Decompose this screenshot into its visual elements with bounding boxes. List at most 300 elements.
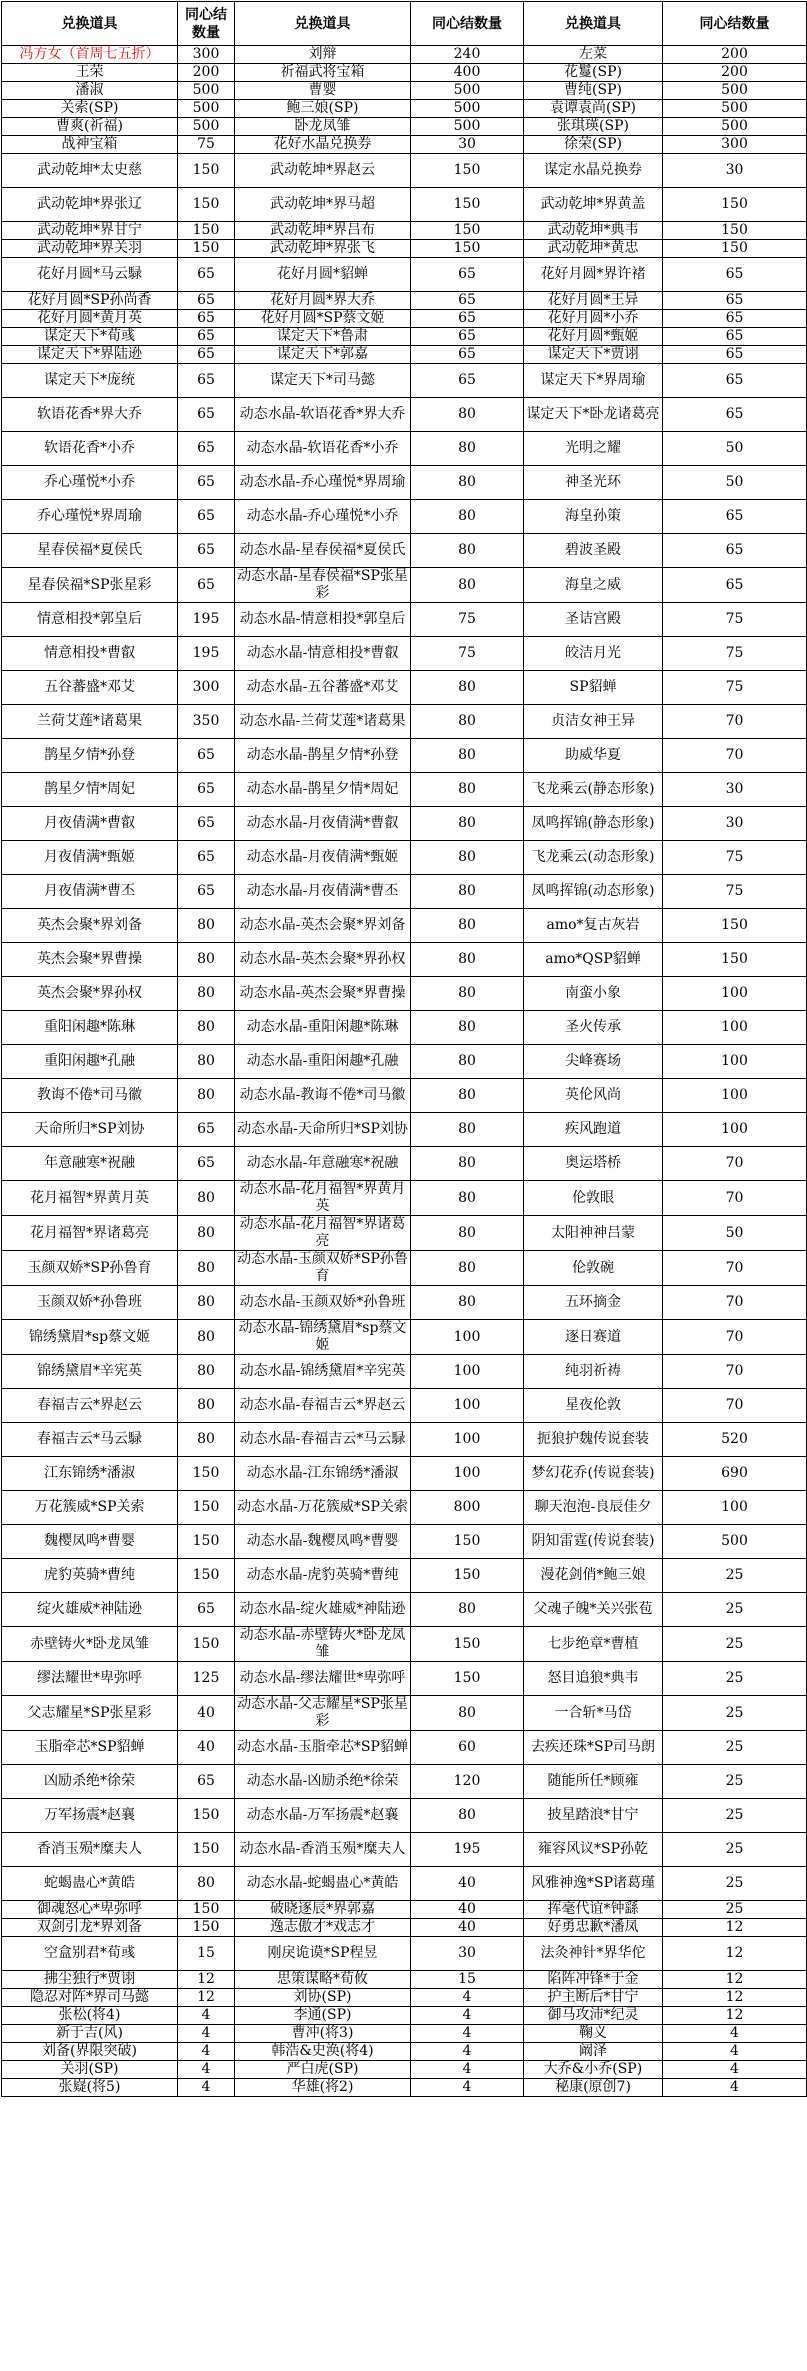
item-count-cell: 100 bbox=[411, 1423, 524, 1457]
item-name-cell: 动态水晶-乔心瑾悦*界周瑜 bbox=[235, 466, 411, 500]
item-count-cell: 150 bbox=[178, 1627, 235, 1662]
item-name-cell: 动态水晶-虎豹英骑*曹纯 bbox=[235, 1559, 411, 1593]
item-count-cell: 65 bbox=[178, 310, 235, 328]
item-count-cell: 80 bbox=[411, 466, 524, 500]
table-row bbox=[2, 1919, 807, 1937]
item-count-cell: 4 bbox=[178, 2079, 235, 2097]
item-name-cell: 武动乾坤*界张飞 bbox=[235, 240, 411, 258]
item-name-cell: 动态水晶-情意相投*曹叡 bbox=[235, 637, 411, 671]
item-name-cell: 凤鸣挥锦(动态形象) bbox=[524, 875, 663, 909]
item-name-cell: 曹爽(祈福) bbox=[2, 118, 178, 136]
item-count-cell: 25 bbox=[663, 1662, 807, 1696]
item-name-cell: 刘辩 bbox=[235, 46, 411, 64]
item-name-cell: 星春侯福*夏侯氏 bbox=[2, 534, 178, 568]
item-name-cell: 花好月圆*黄月英 bbox=[2, 310, 178, 328]
item-count-cell: 500 bbox=[178, 118, 235, 136]
item-name-cell: 海皇孙策 bbox=[524, 500, 663, 534]
item-name-cell: 动态水晶-月夜倩满*甄姬 bbox=[235, 841, 411, 875]
item-name-cell: 动态水晶-春福吉云*马云騄 bbox=[235, 1423, 411, 1457]
item-count-cell: 80 bbox=[178, 1216, 235, 1251]
table-row bbox=[2, 310, 807, 328]
item-name-cell: 玉颜双娇*孙鲁班 bbox=[2, 1286, 178, 1320]
table-body bbox=[2, 46, 807, 2097]
item-name-cell: 隐忍对阵*界司马懿 bbox=[2, 1989, 178, 2007]
item-name-cell: 冯方女（首周七五折） bbox=[2, 46, 178, 64]
item-count-cell: 150 bbox=[178, 1559, 235, 1593]
item-name-cell: 花好月圆*界许褚 bbox=[524, 258, 663, 292]
item-name-cell: 父志耀星*SP张星彩 bbox=[2, 1696, 178, 1731]
item-name-cell: SP貂蝉 bbox=[524, 671, 663, 705]
item-count-cell: 65 bbox=[178, 1593, 235, 1627]
item-name-cell: 动态水晶-英杰会聚*界刘备 bbox=[235, 909, 411, 943]
item-count-cell: 690 bbox=[663, 1457, 807, 1491]
item-name-cell: 刚戾诡谟*SP程昱 bbox=[235, 1937, 411, 1971]
table-row bbox=[2, 188, 807, 222]
item-name-cell: 英杰会聚*界曹操 bbox=[2, 943, 178, 977]
item-name-cell: 花好月圆*貂蝉 bbox=[235, 258, 411, 292]
item-count-cell: 80 bbox=[411, 1593, 524, 1627]
item-name-cell: 武动乾坤*界赵云 bbox=[235, 154, 411, 188]
item-count-cell: 80 bbox=[411, 534, 524, 568]
table-row bbox=[2, 346, 807, 364]
item-name-cell: 花好水晶兑换券 bbox=[235, 136, 411, 154]
table-row bbox=[2, 82, 807, 100]
table-row bbox=[2, 1147, 807, 1181]
item-count-cell: 800 bbox=[411, 1491, 524, 1525]
item-name-cell: 聊天泡泡-良辰佳夕 bbox=[524, 1491, 663, 1525]
item-count-cell: 80 bbox=[411, 1181, 524, 1216]
item-name-cell: 情意相投*郭皇后 bbox=[2, 603, 178, 637]
item-count-cell: 80 bbox=[411, 739, 524, 773]
item-count-cell: 500 bbox=[178, 82, 235, 100]
item-count-cell: 195 bbox=[178, 603, 235, 637]
item-count-cell: 70 bbox=[663, 1147, 807, 1181]
table-row bbox=[2, 136, 807, 154]
item-count-cell: 75 bbox=[411, 637, 524, 671]
item-name-cell: 双剑引龙*界刘备 bbox=[2, 1919, 178, 1937]
item-name-cell: 花好月圆*甄姬 bbox=[524, 328, 663, 346]
item-count-cell: 65 bbox=[178, 432, 235, 466]
item-name-cell: 张嶷(将5) bbox=[2, 2079, 178, 2097]
item-name-cell: 鞠义 bbox=[524, 2025, 663, 2043]
item-name-cell: 动态水晶-软语花香*小乔 bbox=[235, 432, 411, 466]
item-count-cell: 125 bbox=[178, 1662, 235, 1696]
item-name-cell: 左菜 bbox=[524, 46, 663, 64]
item-count-cell: 500 bbox=[411, 118, 524, 136]
item-name-cell: 武动乾坤*界张辽 bbox=[2, 188, 178, 222]
item-name-cell: 战神宝箱 bbox=[2, 136, 178, 154]
item-name-cell: 徐荣(SP) bbox=[524, 136, 663, 154]
item-count-cell: 80 bbox=[178, 1320, 235, 1355]
item-name-cell: 情意相投*曹叡 bbox=[2, 637, 178, 671]
item-count-cell: 150 bbox=[178, 188, 235, 222]
item-count-cell: 150 bbox=[178, 1799, 235, 1833]
item-count-cell: 80 bbox=[411, 500, 524, 534]
item-name-cell: 香消玉殒*糜夫人 bbox=[2, 1833, 178, 1867]
item-count-cell: 25 bbox=[663, 1559, 807, 1593]
item-name-cell: 去疾还珠*SP司马朗 bbox=[524, 1731, 663, 1765]
item-name-cell: 曹冲(将3) bbox=[235, 2025, 411, 2043]
item-name-cell: 万军扬震*赵襄 bbox=[2, 1799, 178, 1833]
table-row bbox=[2, 100, 807, 118]
item-name-cell: 拂尘独行*贾诩 bbox=[2, 1971, 178, 1989]
item-count-cell: 65 bbox=[663, 534, 807, 568]
table-row bbox=[2, 328, 807, 346]
item-count-cell: 150 bbox=[178, 154, 235, 188]
item-name-cell: amo*复古灰岩 bbox=[524, 909, 663, 943]
item-name-cell: 飞龙乘云(动态形象) bbox=[524, 841, 663, 875]
item-name-cell: 王荣 bbox=[2, 64, 178, 82]
item-name-cell: 动态水晶-月夜倩满*曹叡 bbox=[235, 807, 411, 841]
item-count-cell: 65 bbox=[663, 398, 807, 432]
item-count-cell: 65 bbox=[411, 364, 524, 398]
item-count-cell: 4 bbox=[178, 2007, 235, 2025]
item-name-cell: 韩浩&史涣(将4) bbox=[235, 2043, 411, 2061]
item-count-cell: 80 bbox=[178, 1079, 235, 1113]
item-name-cell: 谋定天下*贾诩 bbox=[524, 346, 663, 364]
item-count-cell: 65 bbox=[411, 328, 524, 346]
item-count-cell: 75 bbox=[663, 603, 807, 637]
item-count-cell: 80 bbox=[411, 909, 524, 943]
item-name-cell: 绽火雄威*神陆逊 bbox=[2, 1593, 178, 1627]
item-count-cell: 150 bbox=[178, 1457, 235, 1491]
item-count-cell: 80 bbox=[411, 1251, 524, 1286]
item-count-cell: 80 bbox=[178, 1423, 235, 1457]
table-row bbox=[2, 1423, 807, 1457]
table-row bbox=[2, 875, 807, 909]
item-count-cell: 4 bbox=[411, 2061, 524, 2079]
table-row bbox=[2, 222, 807, 240]
item-name-cell: 动态水晶-蛇蝎蛊心*黄皓 bbox=[235, 1867, 411, 1901]
item-count-cell: 80 bbox=[178, 943, 235, 977]
item-count-cell: 40 bbox=[411, 1867, 524, 1901]
item-name-cell: 软语花香*小乔 bbox=[2, 432, 178, 466]
item-name-cell: 碧波圣殿 bbox=[524, 534, 663, 568]
item-name-cell: 玉颜双娇*SP孙鲁育 bbox=[2, 1251, 178, 1286]
item-count-cell: 100 bbox=[663, 1079, 807, 1113]
item-count-cell: 65 bbox=[663, 364, 807, 398]
item-count-cell: 200 bbox=[663, 46, 807, 64]
table-row bbox=[2, 568, 807, 603]
item-name-cell: 新于吉(风) bbox=[2, 2025, 178, 2043]
item-count-cell: 80 bbox=[411, 977, 524, 1011]
item-name-cell: 谋定天下*界周瑜 bbox=[524, 364, 663, 398]
item-name-cell: 动态水晶-香消玉殒*糜夫人 bbox=[235, 1833, 411, 1867]
item-count-cell: 65 bbox=[663, 328, 807, 346]
item-name-cell: 曹纯(SP) bbox=[524, 82, 663, 100]
item-count-cell: 65 bbox=[178, 534, 235, 568]
item-name-cell: 动态水晶-乔心瑾悦*小乔 bbox=[235, 500, 411, 534]
item-name-cell: 缪法耀世*卑弥呼 bbox=[2, 1662, 178, 1696]
table-row bbox=[2, 1901, 807, 1919]
item-count-cell: 40 bbox=[411, 1919, 524, 1937]
item-name-cell: 谋定天下*荀彧 bbox=[2, 328, 178, 346]
table-row bbox=[2, 1525, 807, 1559]
item-count-cell: 150 bbox=[178, 240, 235, 258]
item-name-cell: 动态水晶-天命所归*SP刘协 bbox=[235, 1113, 411, 1147]
item-count-cell: 300 bbox=[663, 136, 807, 154]
item-name-cell: 凶励杀绝*徐荣 bbox=[2, 1765, 178, 1799]
item-count-cell: 4 bbox=[178, 2025, 235, 2043]
item-name-cell: 陷阵冲锋*于金 bbox=[524, 1971, 663, 1989]
table-row bbox=[2, 1937, 807, 1971]
table-row bbox=[2, 1320, 807, 1355]
item-count-cell: 150 bbox=[663, 240, 807, 258]
item-count-cell: 150 bbox=[411, 1559, 524, 1593]
item-count-cell: 150 bbox=[411, 222, 524, 240]
item-count-cell: 65 bbox=[663, 258, 807, 292]
table-row bbox=[2, 534, 807, 568]
item-count-cell: 12 bbox=[178, 1971, 235, 1989]
table-row bbox=[2, 773, 807, 807]
table-row bbox=[2, 2061, 807, 2079]
item-name-cell: 张琪瑛(SP) bbox=[524, 118, 663, 136]
item-name-cell: 挥毫代谊*钟繇 bbox=[524, 1901, 663, 1919]
item-name-cell: 动态水晶-魏樱凤鸣*曹婴 bbox=[235, 1525, 411, 1559]
item-count-cell: 75 bbox=[663, 637, 807, 671]
item-count-cell: 12 bbox=[178, 1989, 235, 2007]
item-name-cell: 乔心瑾悦*界周瑜 bbox=[2, 500, 178, 534]
item-name-cell: 动态水晶-英杰会聚*界孙权 bbox=[235, 943, 411, 977]
table-row bbox=[2, 364, 807, 398]
item-name-cell: 动态水晶-花月福智*界黄月英 bbox=[235, 1181, 411, 1216]
item-count-cell: 240 bbox=[411, 46, 524, 64]
item-name-cell: 圣火传承 bbox=[524, 1011, 663, 1045]
item-count-cell: 80 bbox=[178, 1181, 235, 1216]
header-count-col-1: 同心结数量 bbox=[178, 2, 235, 46]
item-count-cell: 80 bbox=[411, 398, 524, 432]
item-count-cell: 4 bbox=[178, 2043, 235, 2061]
item-count-cell: 4 bbox=[411, 2007, 524, 2025]
item-name-cell: 英杰会聚*界刘备 bbox=[2, 909, 178, 943]
item-count-cell: 40 bbox=[178, 1696, 235, 1731]
item-count-cell: 80 bbox=[411, 1045, 524, 1079]
item-count-cell: 65 bbox=[178, 258, 235, 292]
item-count-cell: 300 bbox=[178, 46, 235, 64]
item-count-cell: 25 bbox=[663, 1833, 807, 1867]
item-count-cell: 100 bbox=[663, 977, 807, 1011]
item-name-cell: 动态水晶-万花簇威*SP关索 bbox=[235, 1491, 411, 1525]
header-item-col-2: 兑换道具 bbox=[235, 2, 411, 46]
item-count-cell: 80 bbox=[411, 432, 524, 466]
item-count-cell: 80 bbox=[178, 977, 235, 1011]
item-count-cell: 80 bbox=[178, 1867, 235, 1901]
item-count-cell: 150 bbox=[178, 1919, 235, 1937]
item-count-cell: 120 bbox=[411, 1765, 524, 1799]
item-count-cell: 80 bbox=[411, 1147, 524, 1181]
item-name-cell: 雍容风议*SP孙乾 bbox=[524, 1833, 663, 1867]
table-row bbox=[2, 841, 807, 875]
item-name-cell: 花月福智*界诸葛亮 bbox=[2, 1216, 178, 1251]
item-name-cell: 重阳闲趣*孔融 bbox=[2, 1045, 178, 1079]
item-count-cell: 100 bbox=[411, 1320, 524, 1355]
table-row bbox=[2, 466, 807, 500]
item-name-cell: 动态水晶-玉脂牵芯*SP貂蝉 bbox=[235, 1731, 411, 1765]
item-count-cell: 150 bbox=[178, 1525, 235, 1559]
table-row bbox=[2, 2025, 807, 2043]
item-name-cell: 年意融寒*祝融 bbox=[2, 1147, 178, 1181]
item-name-cell: 动态水晶-春福吉云*界赵云 bbox=[235, 1389, 411, 1423]
table-row bbox=[2, 432, 807, 466]
table-row bbox=[2, 1867, 807, 1901]
item-name-cell: 万花簇威*SP关索 bbox=[2, 1491, 178, 1525]
item-count-cell: 70 bbox=[663, 739, 807, 773]
item-name-cell: 谋定天下*界陆逊 bbox=[2, 346, 178, 364]
item-count-cell: 80 bbox=[411, 671, 524, 705]
item-name-cell: 光明之耀 bbox=[524, 432, 663, 466]
item-name-cell: 祈福武将宝箱 bbox=[235, 64, 411, 82]
item-name-cell: 武动乾坤*太史慈 bbox=[2, 154, 178, 188]
item-name-cell: 华雄(将2) bbox=[235, 2079, 411, 2097]
header-row bbox=[2, 2, 807, 46]
table-row bbox=[2, 1011, 807, 1045]
item-name-cell: 严白虎(SP) bbox=[235, 2061, 411, 2079]
item-count-cell: 80 bbox=[411, 807, 524, 841]
item-name-cell: 卧龙凤雏 bbox=[235, 118, 411, 136]
table-row bbox=[2, 258, 807, 292]
table-row bbox=[2, 1457, 807, 1491]
item-count-cell: 30 bbox=[411, 136, 524, 154]
table-row bbox=[2, 2079, 807, 2097]
item-count-cell: 80 bbox=[178, 1286, 235, 1320]
item-count-cell: 80 bbox=[411, 1079, 524, 1113]
item-count-cell: 50 bbox=[663, 1216, 807, 1251]
item-count-cell: 40 bbox=[178, 1731, 235, 1765]
item-name-cell: 花好月圆*王异 bbox=[524, 292, 663, 310]
table-row bbox=[2, 2007, 807, 2025]
item-count-cell: 65 bbox=[178, 398, 235, 432]
item-name-cell: 鹊星夕情*周妃 bbox=[2, 773, 178, 807]
item-count-cell: 80 bbox=[178, 1011, 235, 1045]
item-name-cell: 花好月圆*界大乔 bbox=[235, 292, 411, 310]
item-name-cell: 玉脂牵芯*SP貂蝉 bbox=[2, 1731, 178, 1765]
table-row bbox=[2, 1113, 807, 1147]
item-name-cell: 疾风跑道 bbox=[524, 1113, 663, 1147]
item-name-cell: 赤壁铸火*卧龙凤雏 bbox=[2, 1627, 178, 1662]
header-count-col-2: 同心结数量 bbox=[411, 2, 524, 46]
item-name-cell: 动态水晶-鹊星夕情*周妃 bbox=[235, 773, 411, 807]
item-name-cell: 动态水晶-情意相投*郭皇后 bbox=[235, 603, 411, 637]
item-count-cell: 195 bbox=[178, 637, 235, 671]
item-count-cell: 80 bbox=[411, 875, 524, 909]
item-count-cell: 4 bbox=[411, 2079, 524, 2097]
item-count-cell: 12 bbox=[663, 1971, 807, 1989]
table-row bbox=[2, 1731, 807, 1765]
item-name-cell: 海皇之威 bbox=[524, 568, 663, 603]
table-row bbox=[2, 1286, 807, 1320]
item-name-cell: 一合斩*马岱 bbox=[524, 1696, 663, 1731]
table-row bbox=[2, 603, 807, 637]
item-name-cell: 谋定天下*卧龙诸葛亮 bbox=[524, 398, 663, 432]
item-name-cell: 虎豹英骑*曹纯 bbox=[2, 1559, 178, 1593]
item-count-cell: 65 bbox=[178, 466, 235, 500]
item-count-cell: 30 bbox=[663, 773, 807, 807]
header-count-col-3: 同心结数量 bbox=[663, 2, 807, 46]
table-row bbox=[2, 671, 807, 705]
item-count-cell: 70 bbox=[663, 1389, 807, 1423]
table-row bbox=[2, 1627, 807, 1662]
table-row bbox=[2, 1833, 807, 1867]
item-name-cell: 护主断后*甘宁 bbox=[524, 1989, 663, 2007]
item-name-cell: 御魂怒心*卑弥呼 bbox=[2, 1901, 178, 1919]
item-name-cell: 动态水晶-英杰会聚*界曹操 bbox=[235, 977, 411, 1011]
item-count-cell: 80 bbox=[178, 1389, 235, 1423]
item-count-cell: 75 bbox=[411, 603, 524, 637]
item-name-cell: 兰荷艾莲*诸葛果 bbox=[2, 705, 178, 739]
item-count-cell: 100 bbox=[411, 1355, 524, 1389]
item-name-cell: 圣诘宫殿 bbox=[524, 603, 663, 637]
item-count-cell: 150 bbox=[178, 1491, 235, 1525]
item-count-cell: 150 bbox=[663, 188, 807, 222]
item-count-cell: 4 bbox=[178, 2061, 235, 2079]
item-count-cell: 15 bbox=[178, 1937, 235, 1971]
item-count-cell: 25 bbox=[663, 1696, 807, 1731]
item-name-cell: 动态水晶-缪法耀世*卑弥呼 bbox=[235, 1662, 411, 1696]
item-count-cell: 500 bbox=[178, 100, 235, 118]
item-count-cell: 300 bbox=[178, 671, 235, 705]
item-count-cell: 65 bbox=[178, 1765, 235, 1799]
item-count-cell: 4 bbox=[411, 1989, 524, 2007]
item-count-cell: 500 bbox=[663, 1525, 807, 1559]
item-count-cell: 150 bbox=[663, 943, 807, 977]
item-name-cell: 逐日赛道 bbox=[524, 1320, 663, 1355]
item-count-cell: 4 bbox=[663, 2025, 807, 2043]
item-name-cell: 御马攻沛*纪灵 bbox=[524, 2007, 663, 2025]
item-count-cell: 80 bbox=[411, 1696, 524, 1731]
item-name-cell: 梦幻花乔(传说套装) bbox=[524, 1457, 663, 1491]
item-name-cell: 凤鸣挥锦(静态形象) bbox=[524, 807, 663, 841]
item-name-cell: 皎洁月光 bbox=[524, 637, 663, 671]
item-name-cell: 动态水晶-软语花香*界大乔 bbox=[235, 398, 411, 432]
item-count-cell: 520 bbox=[663, 1423, 807, 1457]
item-count-cell: 30 bbox=[411, 1937, 524, 1971]
item-name-cell: 月夜倩满*曹丕 bbox=[2, 875, 178, 909]
table-row bbox=[2, 1593, 807, 1627]
item-name-cell: 思策谋略*荀攸 bbox=[235, 1971, 411, 1989]
table-row bbox=[2, 637, 807, 671]
table-row bbox=[2, 807, 807, 841]
item-count-cell: 70 bbox=[663, 1355, 807, 1389]
item-name-cell: 阚泽 bbox=[524, 2043, 663, 2061]
item-count-cell: 80 bbox=[411, 841, 524, 875]
item-name-cell: 动态水晶-父志耀星*SP张星彩 bbox=[235, 1696, 411, 1731]
item-name-cell: 花月福智*界黄月英 bbox=[2, 1181, 178, 1216]
item-count-cell: 65 bbox=[178, 292, 235, 310]
item-name-cell: 五环摘金 bbox=[524, 1286, 663, 1320]
item-name-cell: 谋定天下*司马懿 bbox=[235, 364, 411, 398]
table-row bbox=[2, 1799, 807, 1833]
item-count-cell: 12 bbox=[663, 1937, 807, 1971]
item-name-cell: 动态水晶-五谷蕃盛*邓艾 bbox=[235, 671, 411, 705]
item-count-cell: 80 bbox=[411, 1286, 524, 1320]
item-name-cell: 蛇蝎蛊心*黄皓 bbox=[2, 1867, 178, 1901]
item-name-cell: 乔心瑾悦*小乔 bbox=[2, 466, 178, 500]
item-name-cell: 好勇忠歉*潘凤 bbox=[524, 1919, 663, 1937]
item-count-cell: 25 bbox=[663, 1593, 807, 1627]
table-row bbox=[2, 500, 807, 534]
item-name-cell: 谋定天下*鲁肃 bbox=[235, 328, 411, 346]
item-name-cell: 月夜倩满*甄姬 bbox=[2, 841, 178, 875]
item-name-cell: 花好月圆*SP孙尚香 bbox=[2, 292, 178, 310]
item-count-cell: 150 bbox=[411, 1627, 524, 1662]
table-row bbox=[2, 943, 807, 977]
table-row bbox=[2, 1216, 807, 1251]
item-count-cell: 65 bbox=[178, 739, 235, 773]
table-row bbox=[2, 292, 807, 310]
item-count-cell: 65 bbox=[178, 773, 235, 807]
item-count-cell: 25 bbox=[663, 1627, 807, 1662]
item-count-cell: 80 bbox=[411, 943, 524, 977]
